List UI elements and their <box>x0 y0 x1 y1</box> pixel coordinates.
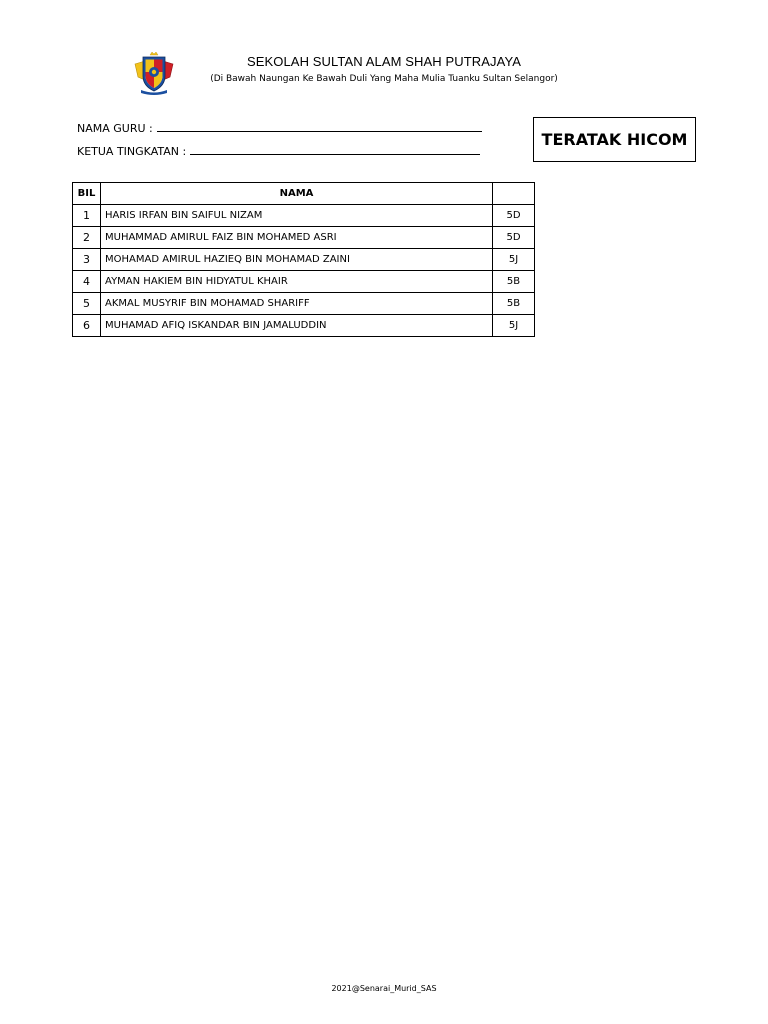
student-name: HARIS IRFAN BIN SAIFUL NIZAM <box>101 205 493 227</box>
house-name-box <box>533 117 696 162</box>
table-header-row <box>73 183 535 205</box>
class-leader-label: KETUA TINGKATAN : <box>77 145 187 158</box>
table-row <box>73 293 535 315</box>
student-table <box>72 182 535 337</box>
table-row <box>73 249 535 271</box>
teacher-label: NAMA GURU : <box>77 122 153 135</box>
class-leader-field <box>77 145 480 158</box>
table-row <box>73 227 535 249</box>
header-bil: BIL <box>73 183 101 205</box>
school-name: SEKOLAH SULTAN ALAM SHAH PUTRAJAYA <box>246 54 522 69</box>
student-class: 5D <box>493 205 535 227</box>
row-number: 1 <box>73 205 101 227</box>
header-nama: NAMA <box>101 183 493 205</box>
student-class: 5J <box>493 315 535 337</box>
student-class: 5B <box>493 271 535 293</box>
table-row <box>73 271 535 293</box>
student-class: 5D <box>493 227 535 249</box>
row-number: 3 <box>73 249 101 271</box>
student-name: MUHAMMAD AMIRUL FAIZ BIN MOHAMED ASRI <box>101 227 493 249</box>
student-name: AKMAL MUSYRIF BIN MOHAMAD SHARIFF <box>101 293 493 315</box>
student-name: AYMAN HAKIEM BIN HIDYATUL KHAIR <box>101 271 493 293</box>
patron-line: (Di Bawah Naungan Ke Bawah Duli Yang Maha Mulia Tuanku Sultan Selangor) <box>210 74 558 84</box>
student-name: MUHAMAD AFIQ ISKANDAR BIN JAMALUDDIN <box>101 315 493 337</box>
school-crest-icon <box>131 50 177 96</box>
table-row <box>73 205 535 227</box>
row-number: 2 <box>73 227 101 249</box>
row-number: 6 <box>73 315 101 337</box>
class-leader-blank-line[interactable] <box>190 145 480 155</box>
teacher-field <box>77 122 482 135</box>
footer-text: 2021@Senarai_Murid_SAS <box>331 984 437 993</box>
table-row <box>73 315 535 337</box>
teacher-blank-line[interactable] <box>157 122 482 132</box>
header-kelas <box>493 183 535 205</box>
row-number: 4 <box>73 271 101 293</box>
student-class: 5B <box>493 293 535 315</box>
student-class: 5J <box>493 249 535 271</box>
row-number: 5 <box>73 293 101 315</box>
house-name: TERATAK HICOM <box>541 130 688 149</box>
student-name: MOHAMAD AMIRUL HAZIEQ BIN MOHAMAD ZAINI <box>101 249 493 271</box>
